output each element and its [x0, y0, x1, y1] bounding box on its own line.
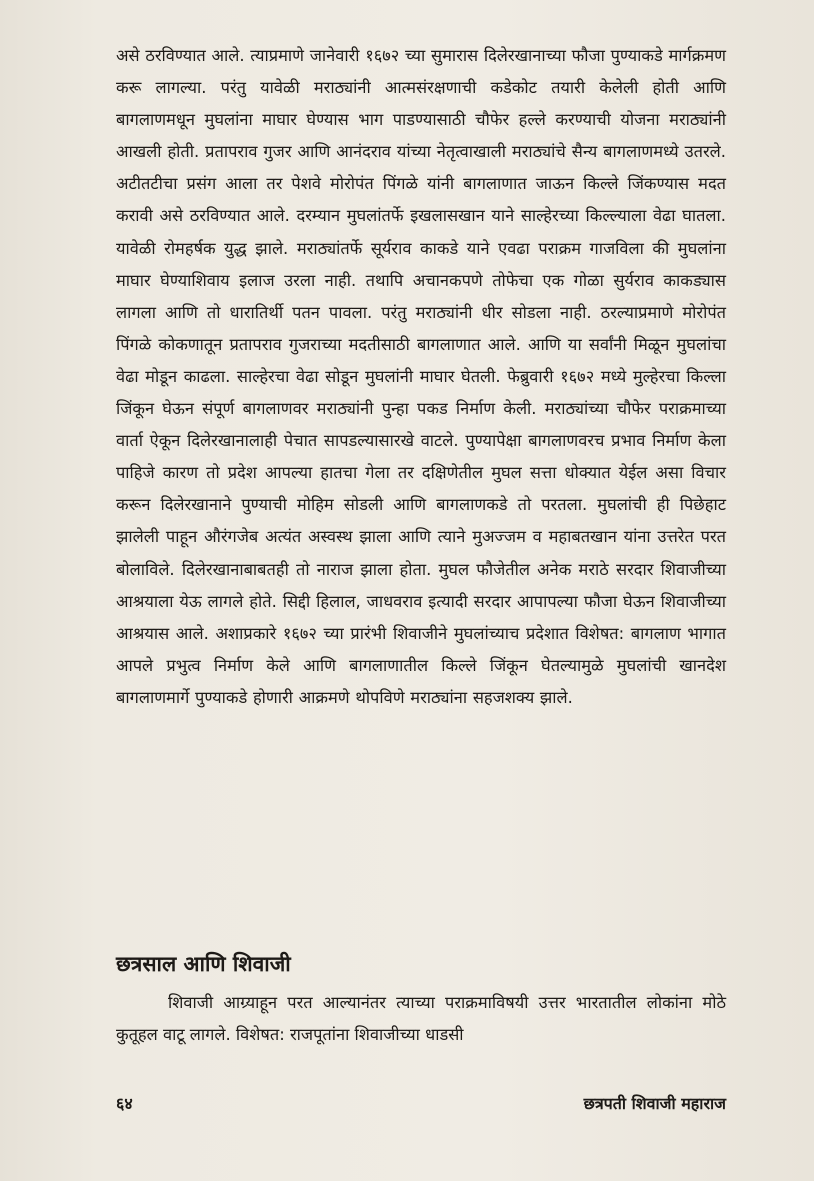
- page-number: ६४: [116, 1094, 133, 1113]
- section-heading: छत्रसाल आणि शिवाजी: [116, 952, 291, 976]
- body-paragraph-continued: शिवाजी आग्र्याहून परत आल्यानंतर त्याच्या पराक्रमाविषयी उत्तर भारतातील लोकांना मोठे कुतूहल वाटू लागले. विशेषत: राजपूतांना शिवाजीच्या धाडसी: [116, 993, 726, 1045]
- body-paragraph: असे ठरविण्यात आले. त्याप्रमाणे जानेवारी १६७२ च्या सुमारास दिलेरखानाच्या फौजा पुण्याकडे मार्गक्रमण करू लागल्या. परंतु यावेळी मराठ्यांनी आत्मसंरक्षणाची कडेकोट तयारी केलेली होती आणि बागलाणमधून मुघलांना माघार घेण्यास भाग पाडण्यासाठी चौफेर हल्ले करण्याची योजना मराठ्यांनी आखली होती. प्रतापराव गुजर आणि आनंदराव यांच्या नेतृत्वाखाली मराठ्यांचे सैन्य बागलाणमध्ये उतरले. अटीतटीचा प्रसंग आला तर पेशवे मोरोपंत पिंगळे यांनी बागलाणात जाऊन किल्ले जिंकण्यास मदत करावी असे ठरविण्यात आले. दरम्यान मुघलांतर्फे इखलासखान याने साल्हेरच्या किल्ल्याला वेढा घातला. यावेळी रोमहर्षक युद्ध झाले. मराठ्यांतर्फे सूर्यराव काकडे याने एवढा पराक्रम गाजविला की मुघलांना माघार घेण्याशिवाय इलाज उरला नाही. तथापि अचानकपणे तोफेचा एक गोळा सुर्यराव काकड्यास लागला आणि तो धारातिर्थी पतन पावला. परंतु मराठ्यांनी धीर सोडला नाही. ठरल्याप्रमाणे मोरोपंत पिंगळे कोकणातून प्रतापराव गुजराच्या मदतीसाठी बागलाणात आले. आणि या सर्वांनी मिळून मुघलांचा वेढा मोडून काढला. साल्हेरचा वेढा सोडून मुघलांनी माघार घेतली. फेब्रुवारी १६७२ मध्ये मुल्हेरचा किल्ला जिंकून घेऊन संपूर्ण बागलाणवर मराठ्यांनी पुन्हा पकड निर्माण केली. मराठ्यांच्या चौफेर पराक्रमाच्या वार्ता ऐकून दिलेरखानालाही पेचात सापडल्यासारखे वाटले. पुण्यापेक्षा बागलाणवरच प्रभाव निर्माण केला पाहिजे कारण तो प्रदेश आपल्या हातचा गेला तर दक्षिणेतील मुघल सत्ता धोक्यात येईल असा विचार करून दिलेरखानाने पुण्याची मोहिम सोडली आणि बागलाणकडे तो परतला. मुघलांची ही पिछेहाट झालेली पाहून औरंगजेब अत्यंत अस्वस्थ झाला आणि त्याने मुअज्जम व महाबतखान यांना उत्तरेत परत बोलाविले. दिलेरखानाबाबतही तो नाराज झाला होता. मुघल फौजेतील अनेक मराठे सरदार शिवाजीच्या आश्रयाला येऊ लागले होते. सिद्दी हिलाल, जाधवराव इत्यादी सरदार आपापल्या फौजा घेऊन शिवाजीच्या आश्रयास आले. अशाप्रकारे १६७२ च्या प्रारंभी शिवाजीने मुघलांच्याच प्रदेशात विशेषत: बागलाण भागात आपले प्रभुत्व निर्माण केले आणि बागलाणातील किल्ले जिंकून घेतल्यामुळे मुघलांची खानदेश बागलाणमार्गे पुण्याकडे होणारी आक्रमणे थोपविणे मराठ्यांना सहजशक्य झाले.: [116, 46, 726, 707]
- page-footer: [116, 1092, 726, 1116]
- running-title: छत्रपती शिवाजी महाराज: [583, 1094, 726, 1113]
